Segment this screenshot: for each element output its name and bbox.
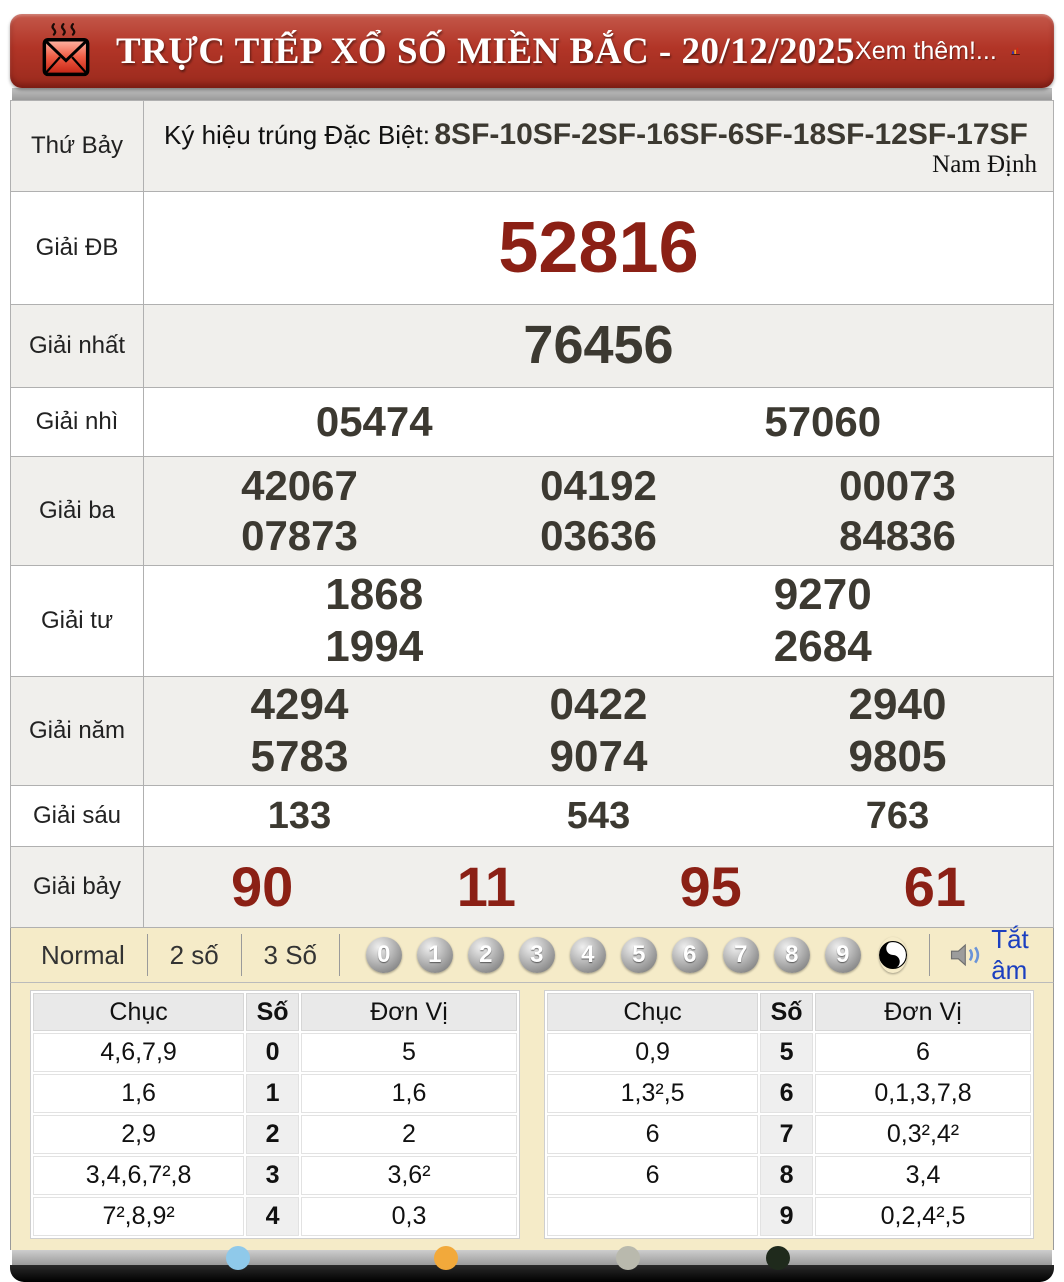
prize-number: 1994 xyxy=(325,622,424,671)
prize-number: 4294 xyxy=(250,680,349,730)
prize-label: Giải tư xyxy=(11,566,144,677)
lottery-widget xyxy=(10,14,1054,1282)
summary-table-left xyxy=(31,991,519,1238)
summary-row xyxy=(547,1156,1031,1195)
prize-row xyxy=(11,457,1054,566)
hot-envelope-icon xyxy=(40,22,92,80)
cell-chuc: 6 xyxy=(547,1156,758,1195)
cell-chuc: 2,9 xyxy=(33,1115,244,1154)
summary-row xyxy=(33,1197,517,1236)
prize-number: 76456 xyxy=(523,315,674,376)
cell-donvi: 5 xyxy=(301,1033,517,1072)
cell-donvi: 3,4 xyxy=(815,1156,1031,1195)
share-icon-orange[interactable] xyxy=(434,1246,458,1270)
mute-button[interactable] xyxy=(950,924,1053,986)
summary-row xyxy=(33,1074,517,1113)
special-sign-value: 8SF-10SF-2SF-16SF-6SF-18SF-12SF-17SF xyxy=(434,117,1028,151)
prize-numbers xyxy=(144,192,1054,305)
separator xyxy=(929,934,930,976)
mode-3so[interactable]: 3 Số xyxy=(263,939,318,970)
prize-number: 9074 xyxy=(549,732,648,781)
cell-donvi: 2 xyxy=(301,1115,517,1154)
prize-row xyxy=(11,305,1054,388)
cell-so: 4 xyxy=(246,1197,299,1236)
results-body xyxy=(11,101,1054,928)
cell-so: 9 xyxy=(760,1197,813,1236)
results-table xyxy=(10,100,1054,928)
prize-row xyxy=(11,677,1054,786)
col-header-chuc: Chục xyxy=(547,993,758,1031)
prize-row xyxy=(11,566,1054,677)
prize-row xyxy=(11,192,1054,305)
mode-2so[interactable]: 2 số xyxy=(169,939,219,970)
summary-row xyxy=(547,1074,1031,1113)
prize-label: Giải bảy xyxy=(11,847,144,928)
cell-chuc: 3,4,6,7²,8 xyxy=(33,1156,244,1195)
ball-7[interactable]: 7 xyxy=(723,937,759,973)
summary-left-body xyxy=(33,1033,517,1236)
cell-donvi: 0,1,3,7,8 xyxy=(815,1074,1031,1113)
prize-number: 07873 xyxy=(241,512,358,559)
ball-1[interactable]: 1 xyxy=(417,937,453,973)
cell-chuc xyxy=(547,1197,758,1236)
province-name: Nam Định xyxy=(932,150,1037,178)
cell-so: 3 xyxy=(246,1156,299,1195)
day-row xyxy=(11,101,1054,192)
prize-number: 2684 xyxy=(773,622,872,671)
share-icons-partial xyxy=(0,1246,1064,1270)
prize-number: 84836 xyxy=(839,512,956,559)
prize-number: 42067 xyxy=(241,462,358,510)
prize-number: 11 xyxy=(456,854,516,918)
col-header-donvi: Đơn Vị xyxy=(301,993,517,1031)
prize-number: 2940 xyxy=(848,680,947,730)
prize-row xyxy=(11,786,1054,847)
cell-so: 6 xyxy=(760,1074,813,1113)
summary-row xyxy=(33,1033,517,1072)
prize-numbers xyxy=(144,786,1054,847)
cell-so: 8 xyxy=(760,1156,813,1195)
prize-number: 133 xyxy=(267,794,332,837)
cell-chuc: 0,9 xyxy=(547,1033,758,1072)
prize-number: 57060 xyxy=(764,398,882,446)
prize-number: 543 xyxy=(566,794,631,837)
ball-8[interactable]: 8 xyxy=(774,937,810,973)
mode-normal[interactable]: Normal xyxy=(41,939,125,970)
prize-number: 05474 xyxy=(315,398,433,446)
day-label: Thứ Bảy xyxy=(11,101,144,192)
prize-number: 5783 xyxy=(250,732,349,781)
prize-label: Giải nhất xyxy=(11,305,144,388)
share-icon-blue[interactable] xyxy=(226,1246,250,1270)
share-icon-gray[interactable] xyxy=(616,1246,640,1270)
ball-0[interactable]: 0 xyxy=(366,937,402,973)
cell-so: 2 xyxy=(246,1115,299,1154)
separator xyxy=(339,934,340,976)
digit-balls xyxy=(366,937,861,973)
prize-number: 61 xyxy=(903,854,967,918)
header-shadow-strip xyxy=(12,88,1052,100)
prize-row xyxy=(11,388,1054,457)
ball-6[interactable]: 6 xyxy=(672,937,708,973)
cell-chuc: 7²,8,9² xyxy=(33,1197,244,1236)
ball-3[interactable]: 3 xyxy=(519,937,555,973)
ball-4[interactable]: 4 xyxy=(570,937,606,973)
summary-row xyxy=(547,1115,1031,1154)
prize-label: Giải nhì xyxy=(11,388,144,457)
prize-label: Giải ba xyxy=(11,457,144,566)
prize-number: 95 xyxy=(679,854,742,918)
share-icon-dark[interactable] xyxy=(766,1246,790,1270)
bar-chart-icon[interactable] xyxy=(1011,31,1020,71)
col-header-so: Số xyxy=(760,993,813,1031)
cell-chuc: 6 xyxy=(547,1115,758,1154)
speaker-icon xyxy=(950,939,984,971)
prize-numbers xyxy=(144,388,1054,457)
summary-row xyxy=(33,1156,517,1195)
header-bar xyxy=(10,14,1054,88)
ball-2[interactable]: 2 xyxy=(468,937,504,973)
prize-number: 763 xyxy=(865,794,930,837)
cell-so: 5 xyxy=(760,1033,813,1072)
ball-5[interactable]: 5 xyxy=(621,937,657,973)
yin-yang-icon[interactable] xyxy=(879,937,907,973)
prize-number: 1868 xyxy=(325,570,424,620)
special-sign-label: Ký hiệu trúng Đặc Biệt: xyxy=(164,119,430,150)
cell-donvi: 3,6² xyxy=(301,1156,517,1195)
cell-so: 7 xyxy=(760,1115,813,1154)
summary-right-body xyxy=(547,1033,1031,1236)
prize-number: 9270 xyxy=(773,570,872,620)
prize-label: Giải sáu xyxy=(11,786,144,847)
cell-so: 0 xyxy=(246,1033,299,1072)
prize-number: 03636 xyxy=(540,512,657,559)
cell-chuc: 1,3²,5 xyxy=(547,1074,758,1113)
col-header-so: Số xyxy=(246,993,299,1031)
prize-numbers xyxy=(144,305,1054,388)
ball-9[interactable]: 9 xyxy=(825,937,861,973)
cell-so: 1 xyxy=(246,1074,299,1113)
mute-label: Tắt âm xyxy=(991,924,1029,985)
prize-label: Giải năm xyxy=(11,677,144,786)
prize-row xyxy=(11,847,1054,928)
col-header-chuc: Chục xyxy=(33,993,244,1031)
see-more-link[interactable]: Xem thêm!... xyxy=(855,36,997,65)
cell-donvi: 0,2,4²,5 xyxy=(815,1197,1031,1236)
prize-numbers xyxy=(144,677,1054,786)
cell-chuc: 4,6,7,9 xyxy=(33,1033,244,1072)
prize-numbers xyxy=(144,566,1054,677)
prize-number: 0422 xyxy=(549,680,648,730)
digit-summary-section xyxy=(10,983,1054,1250)
prize-number: 52816 xyxy=(498,207,699,288)
prize-number: 04192 xyxy=(540,462,657,510)
cell-donvi: 0,3²,4² xyxy=(815,1115,1031,1154)
prize-numbers xyxy=(144,847,1054,928)
summary-table-right xyxy=(545,991,1033,1238)
prize-number: 90 xyxy=(230,854,294,918)
cell-chuc: 1,6 xyxy=(33,1074,244,1113)
summary-row xyxy=(547,1033,1031,1072)
prize-number: 9805 xyxy=(848,732,947,781)
prize-label: Giải ĐB xyxy=(11,192,144,305)
summary-row xyxy=(33,1115,517,1154)
cell-donvi: 0,3 xyxy=(301,1197,517,1236)
prize-number: 00073 xyxy=(839,462,956,510)
page-title: TRỰC TIẾP XỔ SỐ MIỀN BẮC - 20/12/2025 xyxy=(116,30,856,72)
summary-row xyxy=(547,1197,1031,1236)
prize-numbers xyxy=(144,457,1054,566)
cell-donvi: 1,6 xyxy=(301,1074,517,1113)
col-header-donvi: Đơn Vị xyxy=(815,993,1031,1031)
cell-donvi: 6 xyxy=(815,1033,1031,1072)
toolbar xyxy=(10,924,1054,985)
